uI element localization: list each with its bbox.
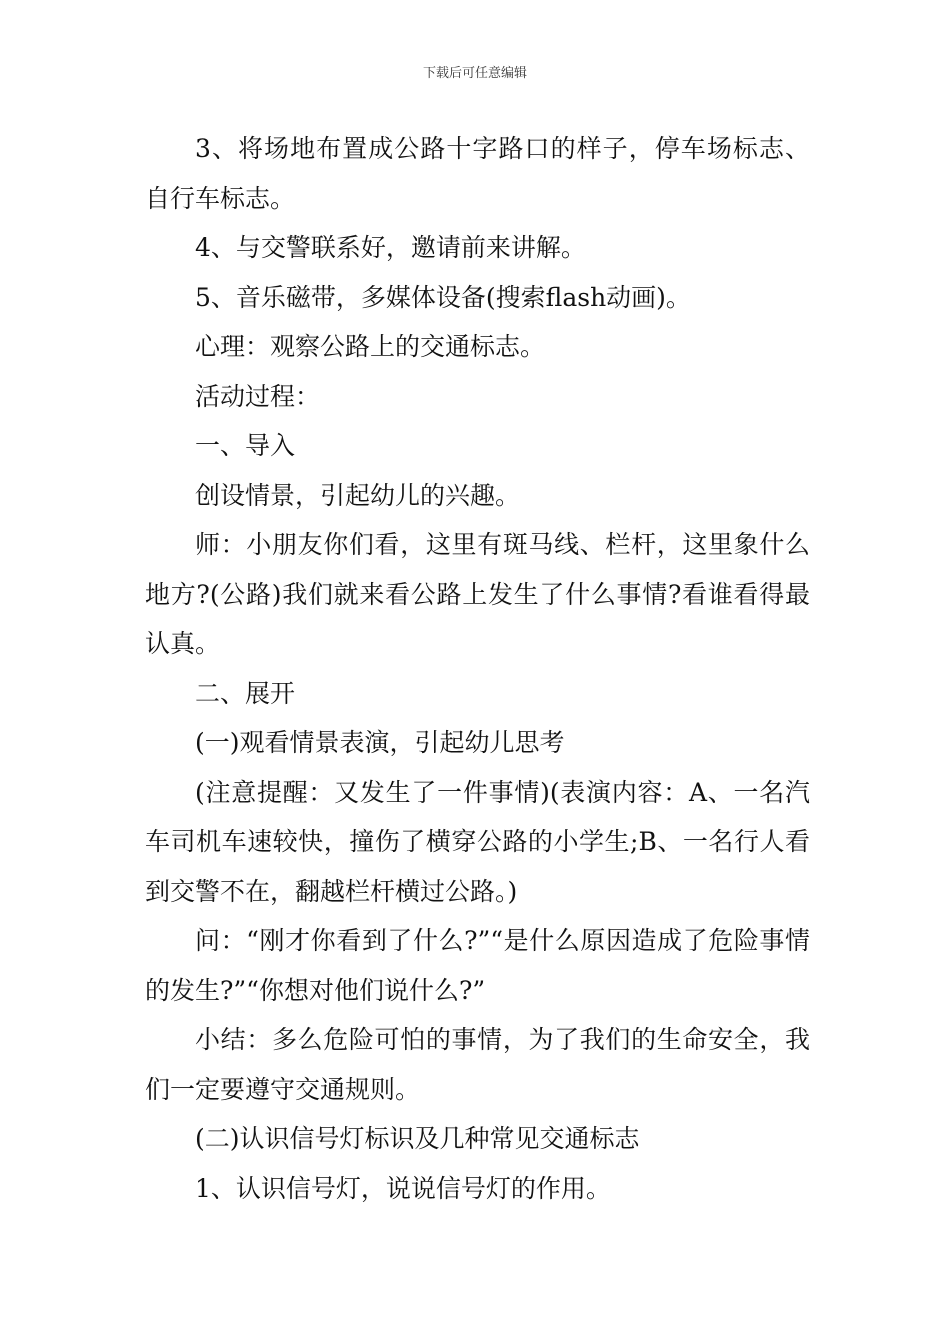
section-heading: 一、导入 — [195, 431, 296, 460]
section-heading: 二、展开 — [195, 678, 296, 708]
subsection-heading: (一)观看情景表演，引起幼儿思考 — [195, 728, 565, 757]
subsection-heading: (二)认识信号灯标识及几种常见交通标志 — [195, 1124, 640, 1153]
paragraph: 问：“刚才你看到了什么?”“是什么原因造成了危险事情的发生?”“你想对他们说什么?” — [145, 926, 810, 1005]
paragraph: 小结：多么危险可怕的事情，为了我们的生命安全，我们一定要遵守交通规则。 — [145, 1025, 810, 1104]
paragraph: 1、认识信号灯，说说信号灯的作用。 — [195, 1173, 611, 1203]
paragraph: 活动过程： — [195, 381, 321, 411]
paragraph: 创设情景，引起幼儿的兴趣。 — [195, 480, 521, 510]
paragraph: 心理：观察公路上的交通标志。 — [195, 332, 546, 361]
page-header-note: 下载后可任意编辑 — [422, 66, 527, 81]
paragraph: 师：小朋友你们看，这里有斑马线、栏杆，这里象什么地方?(公路)我们就来看公路上发生了什么事情?看谁看得最认真。 — [145, 530, 810, 658]
paragraph: 4、与交警联系好，邀请前来讲解。 — [195, 233, 586, 262]
paragraph: (注意提醒：又发生了一件事情)(表演内容：A、一名汽车司机车速较快，撞伤了横穿公路的小学生;B、一名行人看到交警不在，翻越栏杆横过公路。) — [145, 777, 810, 906]
paragraph: 3、将场地布置成公路十字路口的样子，停车场标志、自行车标志。 — [145, 134, 810, 213]
paragraph: 5、音乐磁带，多媒体设备(搜索flash动画)。 — [195, 282, 691, 312]
document-body — [145, 124, 810, 1213]
